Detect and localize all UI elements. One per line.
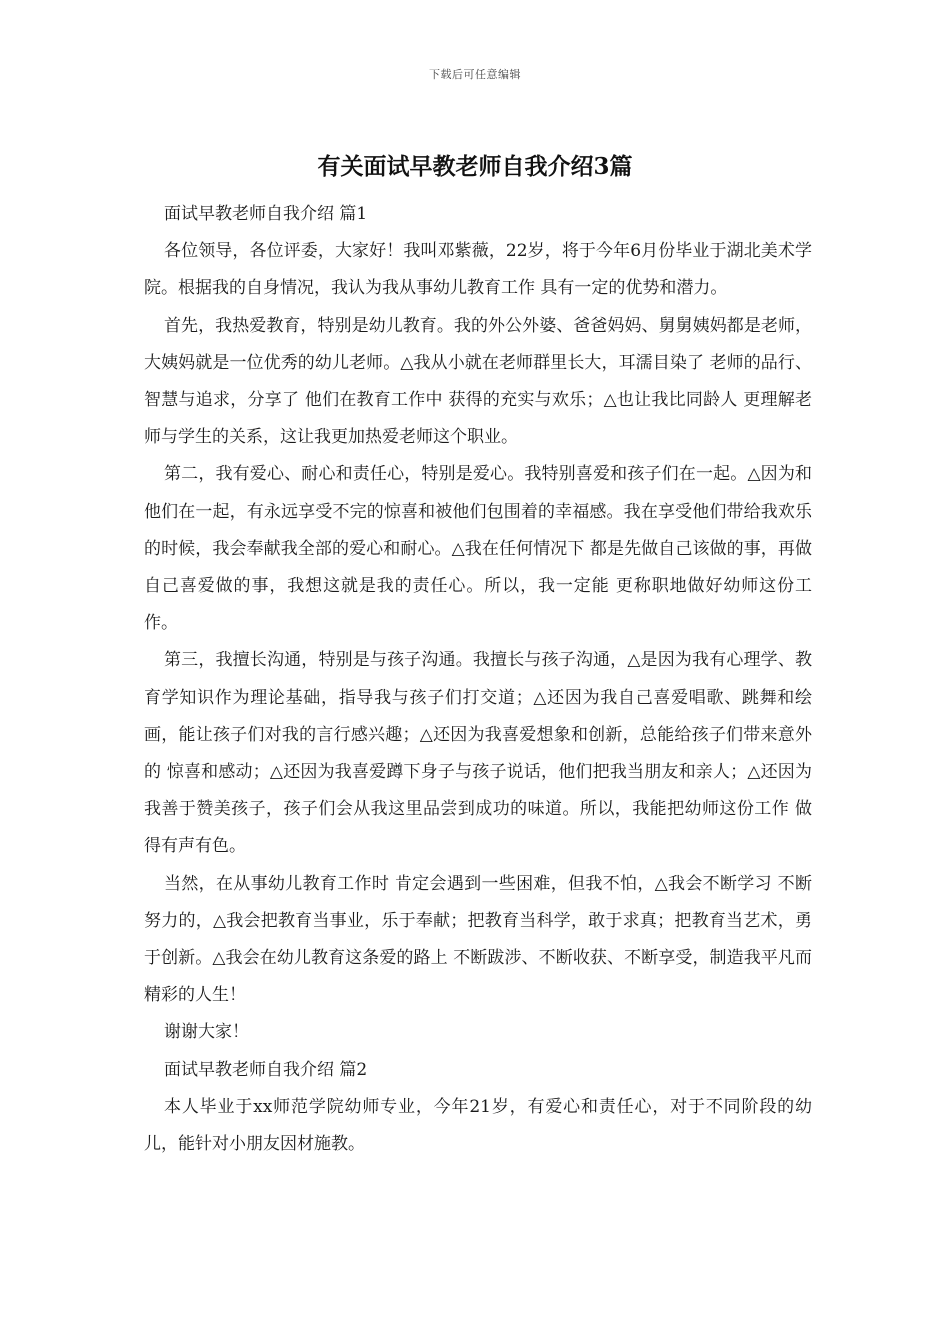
header-note: 下载后可任意编辑 bbox=[429, 68, 521, 81]
paragraph: 第三，我擅长沟通，特别是与孩子沟通。我擅长与孩子沟通，△是因为我有心理学、教育学知识作为理论基础，指导我与孩子们打交道；△还因为我自己喜爱唱歌、跳舞和绘画，能让孩子们对我的言行感兴趣；△还因为我喜爱想象和创新，总能给孩子们带来意外的 惊喜和感动；△还因为我喜爱蹲下身子与孩子说话，他们把我当朋友和亲人；△还因为我善于赞美孩子，孩子们会从我这里品尝到成功的味道。所以，我能把幼师这份工作 做得有声有色。 bbox=[144, 650, 812, 857]
paragraph: 首先，我热爱教育，特别是幼儿教育。我的外公外婆、爸爸妈妈、舅舅姨妈都是老师，大姨妈就是一位优秀的幼儿老师。△我从小就在老师群里长大，耳濡目染了 老师的品行、智慧与追求，分享了 他们在教育工作中 获得的充实与欢乐；△也让我比同龄人 更理解老师与学生的关系，这让我更加热爱老师这个职业。 bbox=[144, 315, 812, 448]
document-body bbox=[144, 196, 812, 1163]
paragraph: 本人毕业于xx师范学院幼师专业，今年21岁，有爱心和责任心，对于不同阶段的幼儿，能针对小朋友因材施教。 bbox=[144, 1096, 812, 1155]
paragraph: 当然，在从事幼儿教育工作时 肯定会遇到一些困难，但我不怕，△我会不断学习 不断努力的，△我会把教育当事业，乐于奉献；把教育当科学，敢于求真；把教育当艺术，勇于创新。△我会在幼儿教育这条爱的路上 不断跋涉、不断收获、不断享受，制造我平凡而精彩的人生！ bbox=[144, 873, 812, 1006]
closing-line: 谢谢大家！ bbox=[164, 1022, 249, 1043]
paragraph: 第二，我有爱心、耐心和责任心，特别是爱心。我特别喜爱和孩子们在一起。△因为和他们在一起，有永远享受不完的惊喜和被他们包围着的幸福感。我在享受他们带给我欢乐的时候，我会奉献我全部的爱心和耐心。△我在任何情况下 都是先做自己该做的事，再做自己喜爱做的事，我想这就是我的责任心。所以，我一定能 更称职地做好幼师这份工作。 bbox=[144, 464, 812, 634]
paragraph: 各位领导，各位评委，大家好！我叫邓紫薇，22岁，将于今年6月份毕业于湖北美术学院。根据我的自身情况，我认为我从事幼儿教育工作 具有一定的优势和潜力。 bbox=[144, 241, 812, 299]
document-title: 有关面试早教老师自我介绍3篇 bbox=[317, 153, 633, 180]
section-heading-2: 面试早教老师自我介绍 篇2 bbox=[164, 1059, 368, 1080]
section-heading-1: 面试早教老师自我介绍 篇1 bbox=[164, 204, 368, 224]
